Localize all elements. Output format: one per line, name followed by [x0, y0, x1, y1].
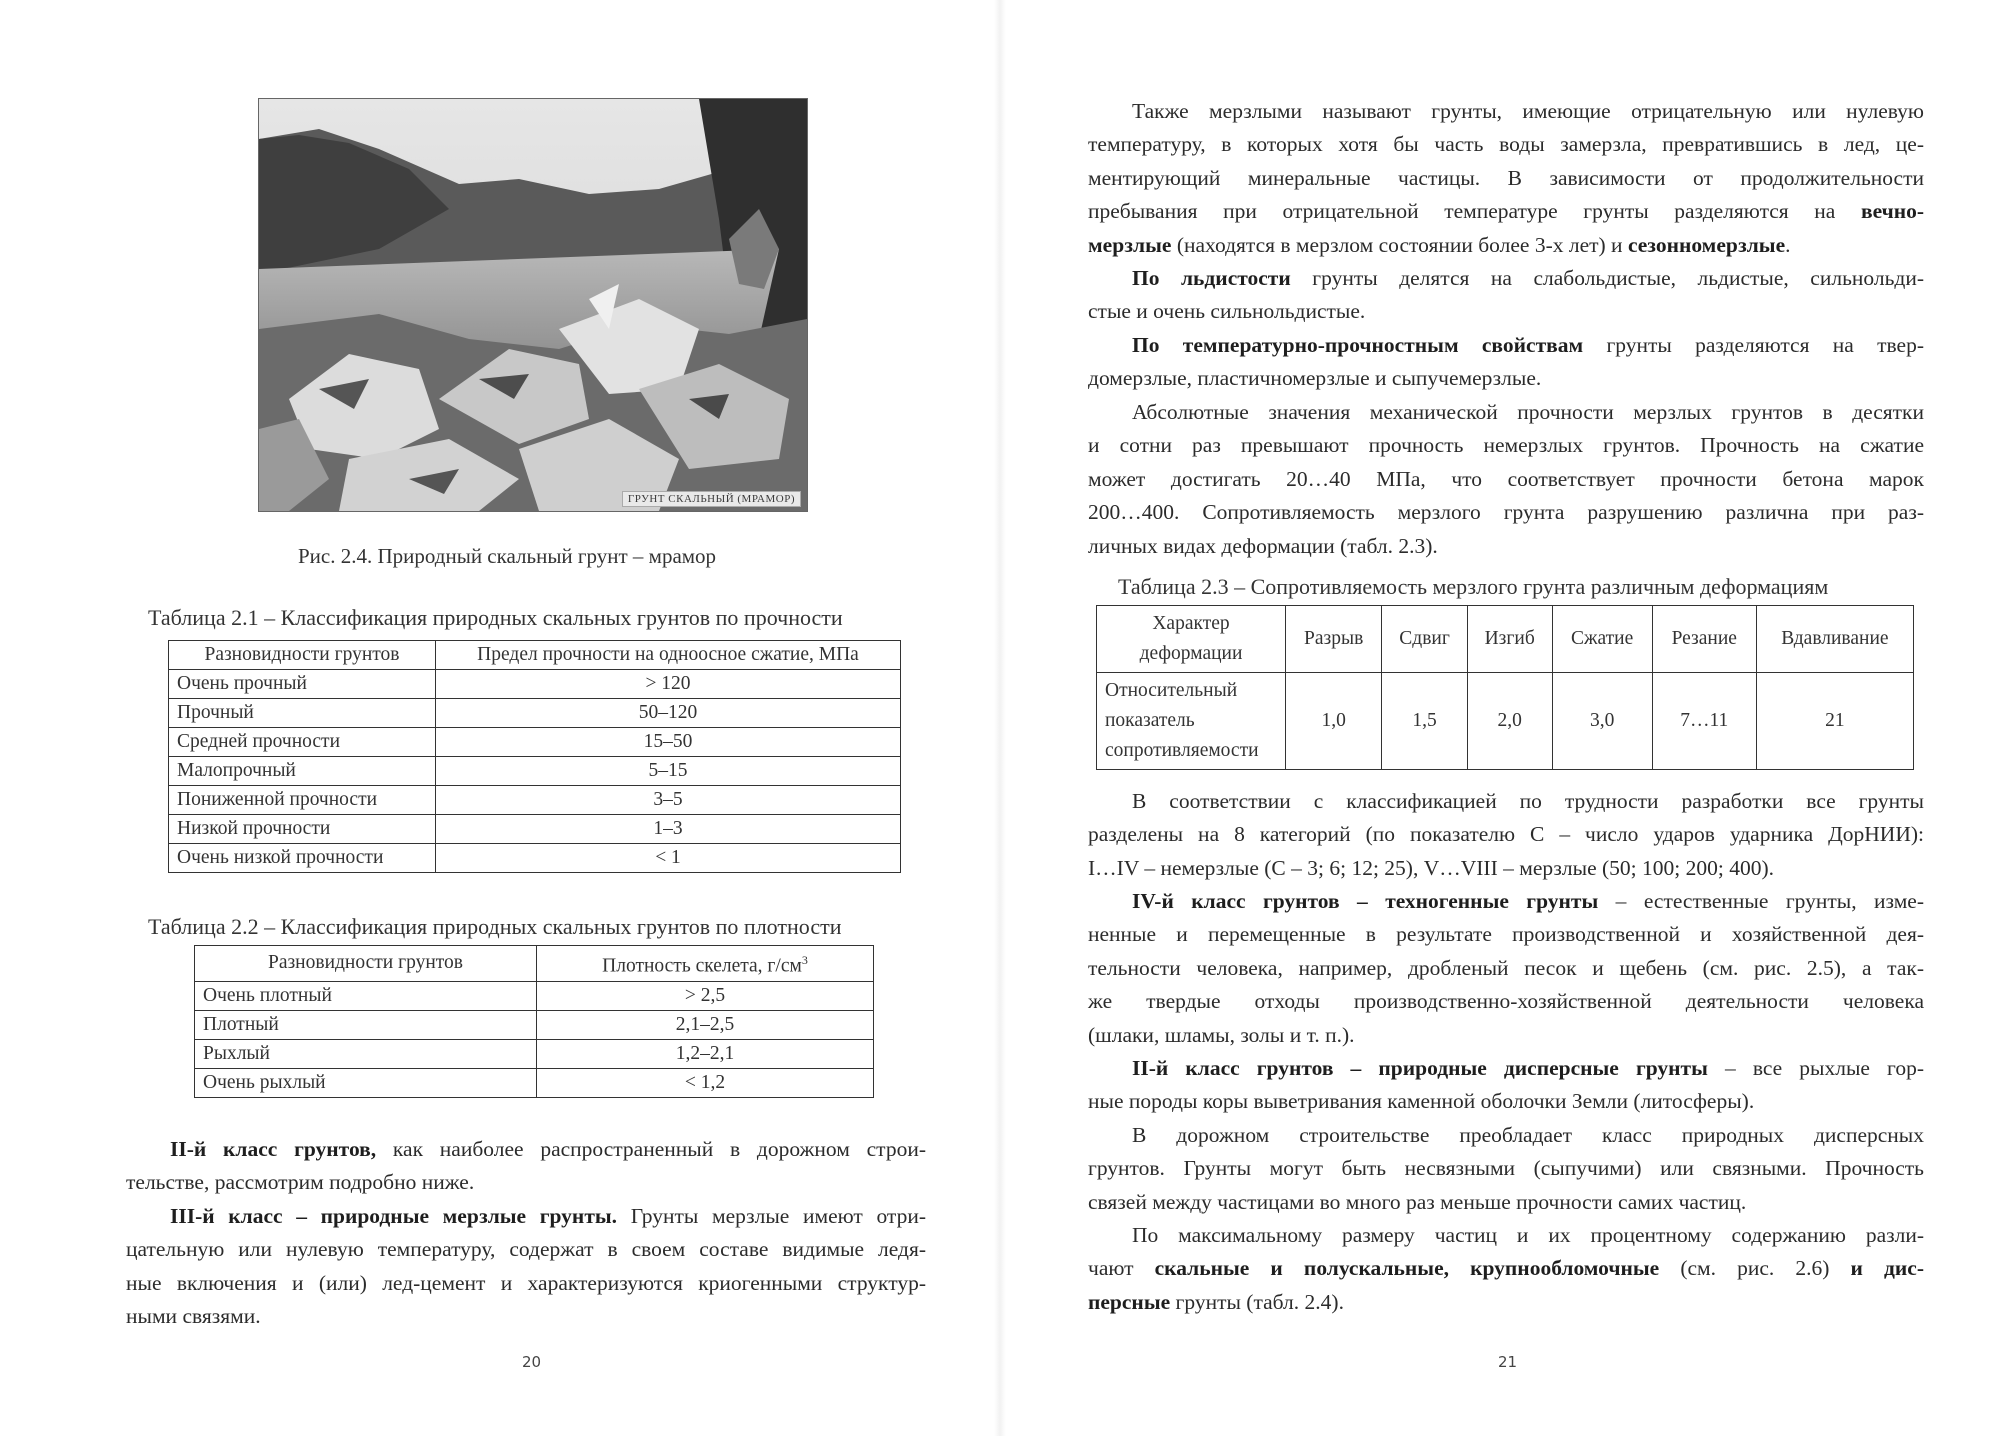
table-header-cell: Изгиб: [1467, 606, 1552, 673]
bold-term: скальные и полускальные, крупнообломочные: [1154, 1256, 1660, 1281]
table-cell: 1,2–2,1: [537, 1039, 874, 1068]
text-line: [1088, 329, 1924, 362]
text-line: [126, 1200, 926, 1233]
text-line: ные включения и (или) лед-цемент и характеризуются криогенными структур-: [126, 1270, 926, 1295]
table-row: [169, 728, 901, 757]
bold-term: и дис-: [1850, 1256, 1925, 1281]
table-row: [195, 1039, 874, 1068]
paragraph-particle-size: [1088, 1219, 1924, 1319]
text-line: В соответствии с классификацией по трудности разработки все грунты: [1132, 789, 1924, 813]
table-row: [169, 844, 901, 873]
paragraph-dispersed-soils: [1088, 1052, 1924, 1119]
bold-term: IV-й класс грунтов – техногенные грунты: [1132, 889, 1599, 913]
table-cell: 50–120: [436, 699, 901, 728]
table-cell: Очень низкой прочности: [169, 844, 436, 873]
figure-caption: Рис. 2.4. Природный скальный грунт – мрамор: [298, 544, 717, 568]
table-cell: 1–3: [436, 815, 901, 844]
table-cell: 7…11: [1652, 673, 1756, 770]
text-line: может достигать 20…40 МПа, что соответствует прочности бетона марок: [1088, 466, 1924, 491]
bold-term: II-й класс грунтов,: [170, 1137, 377, 1161]
table-cell: Пониженной прочности: [169, 786, 436, 815]
table-header-row: [1097, 606, 1914, 673]
marble-rock-photo: [258, 98, 808, 512]
table-cell: Плотный: [195, 1010, 537, 1039]
table-cell: Очень плотный: [195, 981, 537, 1010]
text-run: грунты делятся на слабольдистые, льдистые, сильнольди-: [1312, 266, 1925, 290]
table-row: [1097, 673, 1914, 770]
table-row: [195, 1010, 874, 1039]
text-line: связей между частицами во много раз меньше прочности самих частиц.: [1088, 1189, 1747, 1214]
text-run: (находятся в мерзлом состоянии более 3-х лет) и: [1176, 232, 1623, 257]
text-line: тельстве, рассмотрим подробно ниже.: [126, 1170, 475, 1195]
bold-term: II-й класс грунтов – природные дисперсные грунты: [1132, 1056, 1708, 1080]
table-row: [169, 699, 901, 728]
table-cell: > 2,5: [537, 981, 874, 1010]
table-2-1-caption: Таблица 2.1 – Классификация природных скальных грунтов по прочности: [148, 605, 843, 630]
table-row: [195, 981, 874, 1010]
table-cell: 5–15: [436, 757, 901, 786]
text-line: температуру, в которых хотя бы часть воды замерзла, превратившись в лед, це-: [1088, 132, 1924, 157]
table-cell: 2,1–2,5: [537, 1010, 874, 1039]
text-line: [1088, 195, 1924, 228]
table-cell: Прочный: [169, 699, 436, 728]
table-cell: 15–50: [436, 728, 901, 757]
text-run: – естественные грунты, изме-: [1615, 889, 1925, 913]
text-line: По максимальному размеру частиц и их процентному содержанию разли-: [1132, 1223, 1924, 1247]
table-cell: 21: [1756, 673, 1913, 770]
text-line: 200…400. Сопротивляемость мерзлого грунта разрушению различна при раз-: [1088, 500, 1924, 525]
text-run: пребывания при отрицательной температуре грунты разделяются на: [1088, 199, 1836, 224]
text-line: Абсолютные значения механической прочности мерзлых грунтов в десятки: [1132, 400, 1924, 424]
text-run: Грунты мерзлые имеют отри-: [630, 1204, 926, 1228]
table-header-cell: Разрыв: [1286, 606, 1382, 673]
table-cell: [1097, 673, 1286, 770]
table-cell: > 120: [436, 670, 901, 699]
row-label-line: показатель: [1105, 710, 1195, 731]
bold-term: персные: [1088, 1289, 1171, 1314]
row-label-line: сопротивляемости: [1105, 740, 1259, 761]
table-cell: Низкой прочности: [169, 815, 436, 844]
table-header-cell: Сдвиг: [1382, 606, 1467, 673]
text-line: I…IV – немерзлые (С – 3; 6; 12; 25), V…VIII – мерзлые (50; 100; 200; 400).: [1088, 855, 1774, 880]
right-page: [1000, 0, 2000, 1436]
bold-term: вечно-: [1860, 199, 1924, 224]
text-line: [126, 1133, 926, 1166]
table-2-2-caption: Таблица 2.2 – Классификация природных скальных грунтов по плотности: [148, 914, 842, 939]
paragraph-class-4: [1088, 885, 1924, 1052]
table-cell: 3–5: [436, 786, 901, 815]
text-line: домерзлые, пластичномерзлые и сыпучемерзлые.: [1088, 366, 1542, 391]
table-header-cell: Разновидности грунтов: [195, 946, 537, 982]
paragraph-class-2: [126, 1133, 926, 1200]
text-line: тельности человека, например, дробленый песок и щебень (см. рис. 2.5), а так-: [1088, 955, 1924, 980]
table-cell: Очень прочный: [169, 670, 436, 699]
table-row: [169, 670, 901, 699]
table-header-cell: [537, 946, 874, 982]
text-line: ментирующий минеральные частицы. В зависимости от продолжительности: [1088, 165, 1924, 190]
bold-term: По льдистости: [1132, 266, 1291, 290]
paragraph-ice-content: [1088, 262, 1924, 329]
table-2-1: [168, 640, 901, 873]
row-label-line: Относительный: [1105, 680, 1238, 701]
paragraph-categories: [1088, 785, 1924, 885]
superscript-cubed: 3: [801, 953, 808, 967]
text-run: – все рыхлые гор-: [1724, 1056, 1925, 1080]
bold-term: сезонномерзлые: [1627, 232, 1786, 257]
text-line: [1088, 885, 1924, 918]
table-cell: Малопрочный: [169, 757, 436, 786]
page-number: 21: [1498, 1353, 1518, 1371]
table-row: [195, 1068, 874, 1097]
bold-term: По температурно-прочностным свойствам: [1132, 333, 1584, 357]
text-line: разделены на 8 категорий (по показателю С – число ударов ударника ДорНИИ):: [1088, 822, 1924, 847]
text-run: (см. рис. 2.6): [1680, 1256, 1830, 1281]
text-line: Также мерзлыми называют грунты, имеющие отрицательную или нулевую: [1132, 99, 1924, 123]
table-cell: 3,0: [1552, 673, 1652, 770]
text-line: (шлаки, шламы, золы и т. п.).: [1088, 1022, 1355, 1047]
text-line: [1088, 1052, 1924, 1085]
table-header-cell: Резание: [1652, 606, 1756, 673]
table-row: [169, 815, 901, 844]
table-cell: Рыхлый: [195, 1039, 537, 1068]
header-line: Характер: [1152, 613, 1230, 634]
text-line: В дорожном строительстве преобладает класс природных дисперсных: [1132, 1123, 1924, 1147]
table-cell: 1,0: [1286, 673, 1382, 770]
text-line: стые и очень сильнольдистые.: [1088, 299, 1366, 324]
photo-label: ГРУНТ СКАЛЬНЫЙ (МРАМОР): [622, 491, 801, 507]
text-run: грунты (табл. 2.4).: [1175, 1289, 1344, 1314]
text-line: грунтов. Грунты могут быть несвязными (сыпучими) или связными. Прочность: [1088, 1156, 1924, 1181]
text-line: же твердые отходы производственно-хозяйственной деятельности человека: [1088, 989, 1924, 1014]
table-header-row: [195, 946, 874, 982]
paragraph-frozen-soils: [1088, 95, 1924, 262]
text-line: ные породы коры выветривания каменной оболочки Земли (литосферы).: [1088, 1089, 1755, 1114]
table-header-row: [169, 641, 901, 670]
text-line: и сотни раз превышают прочность немерзлых грунтов. Прочность на сжатие: [1088, 433, 1924, 458]
paragraph-mechanical-strength: [1088, 396, 1924, 563]
text-line: цательную или нулевую температуру, содержат в своем составе видимые ледя-: [126, 1237, 926, 1262]
text-run: .: [1785, 232, 1791, 257]
table-cell: Очень рыхлый: [195, 1068, 537, 1097]
table-row: [169, 757, 901, 786]
table-header-cell: Предел прочности на одноосное сжатие, МПа: [436, 641, 901, 670]
table-cell: < 1: [436, 844, 901, 873]
table-cell: 1,5: [1382, 673, 1467, 770]
table-2-2: [194, 945, 874, 1098]
text-run: грунты разделяются на твер-: [1606, 333, 1924, 357]
table-header-cell: [1097, 606, 1286, 673]
paragraph-road-construction: [1088, 1119, 1924, 1219]
paragraph-temperature-strength: [1088, 329, 1924, 396]
text-line: личных видах деформации (табл. 2.3).: [1088, 533, 1438, 558]
density-header-text: Плотность скелета, г/см: [602, 955, 802, 977]
table-header-cell: Разновидности грунтов: [169, 641, 436, 670]
table-header-cell: Вдавливание: [1756, 606, 1913, 673]
text-line: ными связями.: [126, 1304, 261, 1329]
text-line: ненные и перемещенные в результате производственной и хозяйственной дея-: [1088, 922, 1924, 947]
table-2-3: [1096, 605, 1914, 770]
paragraph-class-3: [126, 1200, 926, 1334]
table-header-cell: Сжатие: [1552, 606, 1652, 673]
table-row: [169, 786, 901, 815]
page-number: 20: [522, 1353, 542, 1371]
table-cell: Средней прочности: [169, 728, 436, 757]
header-line: деформации: [1139, 643, 1243, 664]
text-line: [1088, 229, 1924, 262]
text-line: [1088, 1252, 1924, 1285]
bold-term: мерзлые: [1088, 232, 1172, 257]
text-run: чают: [1088, 1256, 1134, 1281]
table-cell: 2,0: [1467, 673, 1552, 770]
text-run: как наиболее распространенный в дорожном строи-: [392, 1137, 926, 1161]
table-2-3-caption: Таблица 2.3 – Сопротивляемость мерзлого грунта различным деформациям: [1118, 574, 1829, 599]
table-cell: < 1,2: [537, 1068, 874, 1097]
photo-illustration: [259, 99, 807, 511]
bold-term: III-й класс – природные мерзлые грунты.: [170, 1204, 618, 1228]
text-line: [1088, 1286, 1924, 1319]
text-line: [1088, 262, 1924, 295]
